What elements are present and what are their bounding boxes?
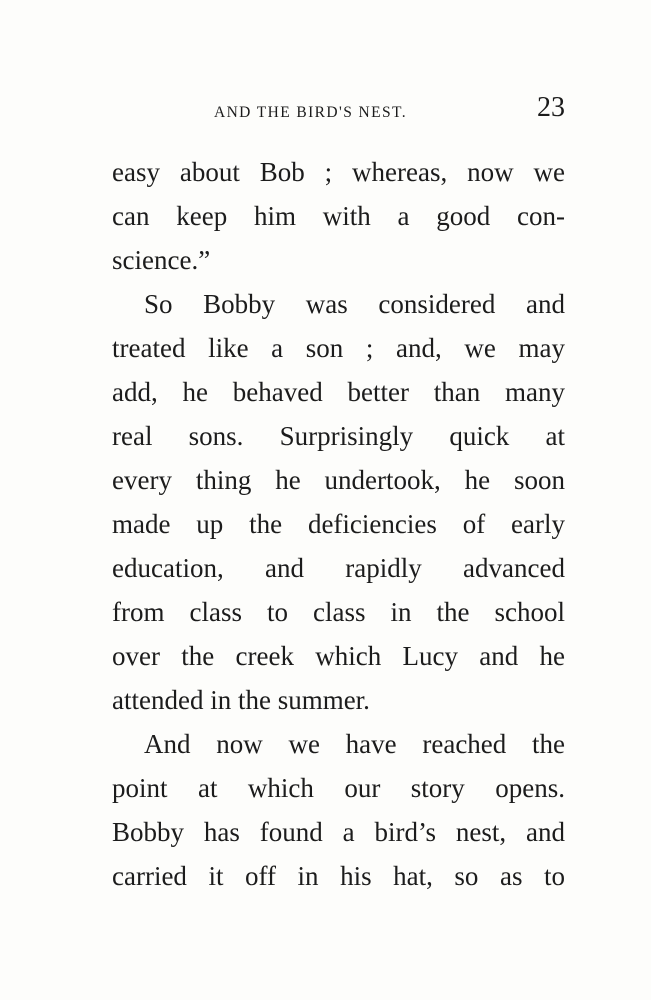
running-title: AND THE BIRD'S NEST. bbox=[214, 104, 407, 121]
text-line: point at which our story opens. bbox=[112, 773, 565, 803]
text-line: real sons. Surprisingly quick at bbox=[112, 421, 565, 451]
running-head bbox=[112, 92, 567, 132]
text-line: So Bobby was considered and bbox=[144, 289, 565, 319]
text-line: Bobby has found a bird’s nest, and bbox=[112, 817, 565, 847]
page-number: 23 bbox=[537, 92, 565, 123]
text-line: And now we have reached the bbox=[144, 729, 565, 759]
text-line: easy about Bob ; whereas, now we bbox=[112, 157, 565, 187]
text-line: can keep him with a good con- bbox=[112, 201, 565, 231]
text-line: attended in the summer. bbox=[112, 685, 370, 715]
body-text bbox=[112, 150, 565, 898]
text-line: treated like a son ; and, we may bbox=[112, 333, 565, 363]
text-line: from class to class in the school bbox=[112, 597, 565, 627]
text-line: made up the deficiencies of early bbox=[112, 509, 565, 539]
text-line: science.” bbox=[112, 245, 211, 275]
text-line: every thing he undertook, he soon bbox=[112, 465, 565, 495]
text-line: education, and rapidly advanced bbox=[112, 553, 565, 583]
text-line: over the creek which Lucy and he bbox=[112, 641, 565, 671]
text-line: add, he behaved better than many bbox=[112, 377, 565, 407]
text-line: carried it off in his hat, so as to bbox=[112, 861, 565, 891]
